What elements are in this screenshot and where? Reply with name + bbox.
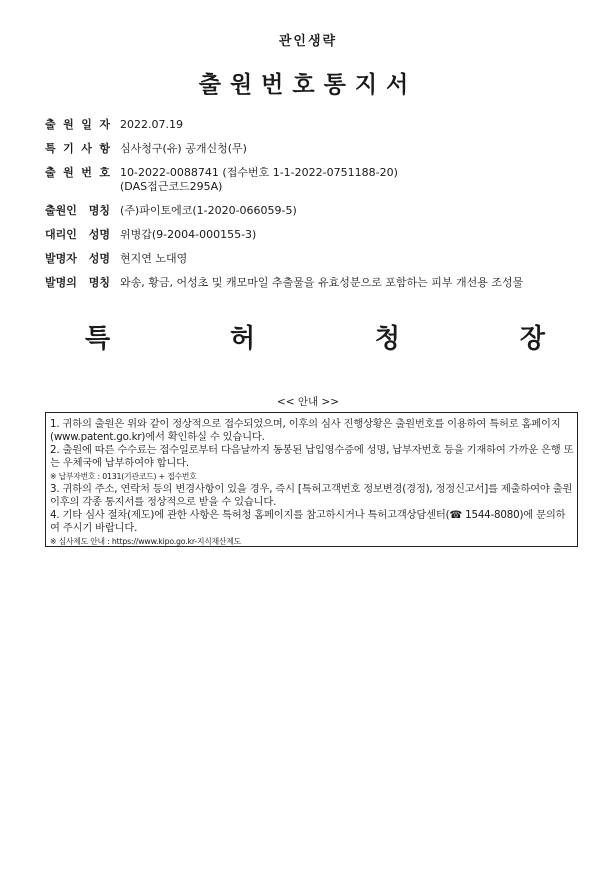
field-value: 2022.07.19: [120, 118, 183, 131]
field-row-applicant-name: [45, 204, 585, 218]
commissioner-signature: 특 허 청 장: [85, 324, 545, 354]
field-label: 발명의 명칭: [45, 276, 110, 289]
application-fields: [45, 118, 585, 300]
field-row-application-number: [45, 166, 585, 194]
field-row-filing-date: [45, 118, 585, 132]
field-row-special-notes: [45, 142, 585, 156]
notice-item-2: 2. 출원에 따른 수수료는 접수일로부터 다음날까지 동봉된 납입영수증에 성명, 납부자번호 등을 기재하여 가까운 은행 또는 우체국에 납부하여야 합니다.: [50, 444, 574, 469]
field-value: 심사청구(유) 공개신청(무): [120, 142, 247, 155]
field-value: (주)파이토에코(1-2020-066059-5): [120, 204, 297, 217]
field-label: 출 원 번 호: [45, 166, 110, 179]
field-label: 발명자 성명: [45, 252, 110, 265]
document-title: 출원번호통지서: [198, 72, 418, 98]
notice-item-4: 4. 기타 심사 절차(제도)에 관한 사항은 특허청 홈페이지를 참고하시거나 특허고객상담센터(☎ 1544-8080)에 문의하여 주시기 바랍니다.: [50, 509, 566, 534]
field-label: 출원인 명칭: [45, 204, 110, 217]
notice-item-3: 3. 귀하의 주소, 연락처 등의 변경사항이 있을 경우, 즉시 [특허고객번호 정보변경(경정), 정정신고서]를 제출하여야 출원 이후의 각종 통지서를 정상적으로 받을 수 있습니다.: [50, 483, 573, 508]
field-value: 위병갑(9-2004-000155-3): [120, 228, 257, 241]
notice-box: [45, 412, 578, 547]
field-row-invention-title: [45, 276, 585, 290]
field-row-inventor-name: [45, 252, 585, 266]
field-row-agent-name: [45, 228, 585, 242]
notice-note-payer-number: ※ 납부자번호 : 0131(기관코드) + 접수번호: [50, 472, 197, 481]
guide-heading: << 안내 >>: [276, 396, 340, 408]
seal-omitted-text: 관인생략: [278, 34, 338, 49]
field-label: 특 기 사 항: [45, 142, 110, 155]
field-label: 출 원 일 자: [45, 118, 110, 131]
field-label: 대리인 성명: [45, 228, 110, 241]
notice-item-1: 1. 귀하의 출원은 위와 같이 정상적으로 접수되었으며, 이후의 심사 진행상황은 출원번호를 이용하여 특허로 홈페이지(www.patent.go.kr)에서 확인하실 수 있습니다.: [50, 418, 561, 443]
field-value: 현지연 노대영: [120, 252, 188, 265]
field-value: 와송, 황금, 어성초 및 캐모마일 추출물을 유효성분으로 포함하는 피부 개선용 조성물: [120, 276, 524, 289]
notice-note-exam-guide: ※ 심사제도 안내 : https://www.kipo.go.kr-지식재산제도: [50, 537, 241, 546]
field-value: 10-2022-0088741 (접수번호 1-1-2022-0751188-20) (DAS접근코드295A): [120, 166, 398, 193]
